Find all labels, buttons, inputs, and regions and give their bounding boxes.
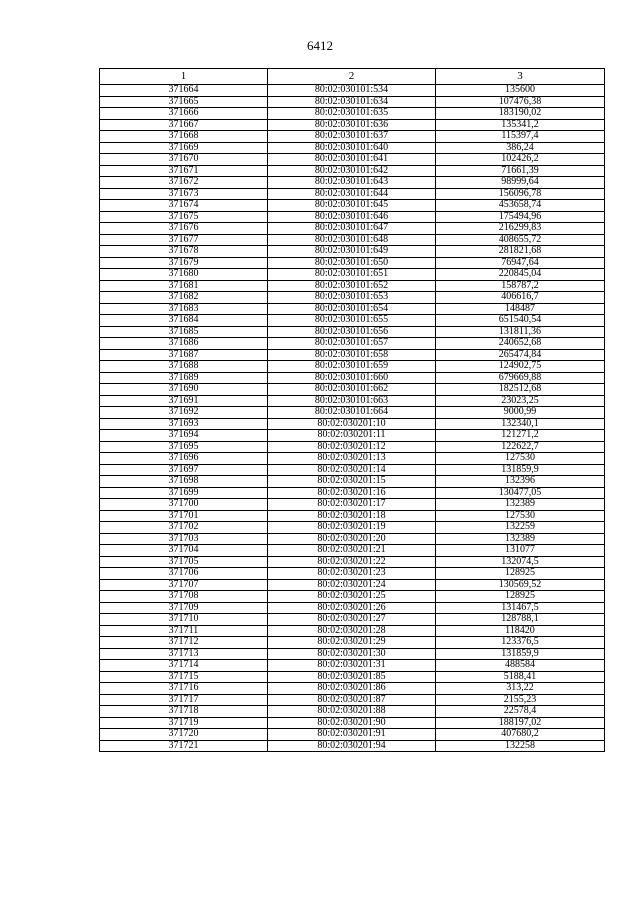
value-cell: 124902,75	[436, 361, 605, 373]
row-number-cell: 371695	[100, 441, 268, 453]
value-cell: 118420	[436, 625, 605, 637]
cadastral-number-cell: 80:02:030101:648	[268, 234, 436, 246]
table-row	[100, 361, 605, 373]
table-row	[100, 614, 605, 626]
value-cell: 386,24	[436, 142, 605, 154]
value-cell: 148487	[436, 303, 605, 315]
row-number-cell: 371690	[100, 384, 268, 396]
value-cell: 131859,9	[436, 464, 605, 476]
cadastral-number-cell: 80:02:030201:31	[268, 660, 436, 672]
row-number-cell: 371680	[100, 269, 268, 281]
cadastral-number-cell: 80:02:030101:646	[268, 211, 436, 223]
table-row	[100, 729, 605, 741]
row-number-cell: 371718	[100, 706, 268, 718]
row-number-cell: 371702	[100, 522, 268, 534]
cadastral-number-cell: 80:02:030101:649	[268, 246, 436, 258]
value-cell: 127530	[436, 453, 605, 465]
cadastral-number-cell: 80:02:030101:637	[268, 131, 436, 143]
table-body	[100, 85, 605, 752]
row-number-cell: 371667	[100, 119, 268, 131]
value-cell: 488584	[436, 660, 605, 672]
table-row	[100, 568, 605, 580]
row-number-cell: 371669	[100, 142, 268, 154]
cadastral-number-cell: 80:02:030101:653	[268, 292, 436, 304]
cadastral-number-cell: 80:02:030201:20	[268, 533, 436, 545]
row-number-cell: 371697	[100, 464, 268, 476]
cadastral-number-cell: 80:02:030101:640	[268, 142, 436, 154]
table-row	[100, 395, 605, 407]
table-row	[100, 349, 605, 361]
row-number-cell: 371683	[100, 303, 268, 315]
row-number-cell: 371712	[100, 637, 268, 649]
table-row	[100, 430, 605, 442]
cadastral-number-cell: 80:02:030201:88	[268, 706, 436, 718]
cadastral-number-cell: 80:02:030201:25	[268, 591, 436, 603]
value-cell: 175494,96	[436, 211, 605, 223]
value-cell: 132389	[436, 499, 605, 511]
cadastral-number-cell: 80:02:030201:10	[268, 418, 436, 430]
row-number-cell: 371678	[100, 246, 268, 258]
value-cell: 128788,1	[436, 614, 605, 626]
table-row	[100, 591, 605, 603]
value-cell: 22578,4	[436, 706, 605, 718]
data-table	[99, 68, 605, 752]
value-cell: 23023,25	[436, 395, 605, 407]
value-cell: 107476,38	[436, 96, 605, 108]
table-row	[100, 165, 605, 177]
table-row	[100, 706, 605, 718]
table-row	[100, 487, 605, 499]
table-row	[100, 464, 605, 476]
cadastral-number-cell: 80:02:030201:15	[268, 476, 436, 488]
table-row	[100, 545, 605, 557]
cadastral-number-cell: 80:02:030101:643	[268, 177, 436, 189]
row-number-cell: 371700	[100, 499, 268, 511]
table-row	[100, 154, 605, 166]
value-cell: 121271,2	[436, 430, 605, 442]
table-row	[100, 119, 605, 131]
table-row	[100, 556, 605, 568]
cadastral-number-cell: 80:02:030201:27	[268, 614, 436, 626]
table-row	[100, 384, 605, 396]
row-number-cell: 371714	[100, 660, 268, 672]
row-number-cell: 371673	[100, 188, 268, 200]
value-cell: 406616,7	[436, 292, 605, 304]
cadastral-number-cell: 80:02:030201:19	[268, 522, 436, 534]
value-cell: 453658,74	[436, 200, 605, 212]
row-number-cell: 371705	[100, 556, 268, 568]
value-cell: 158787,2	[436, 280, 605, 292]
cadastral-number-cell: 80:02:030101:645	[268, 200, 436, 212]
value-cell: 135600	[436, 85, 605, 97]
table-row	[100, 476, 605, 488]
value-cell: 122622,7	[436, 441, 605, 453]
cadastral-number-cell: 80:02:030101:659	[268, 361, 436, 373]
value-cell: 220845,04	[436, 269, 605, 281]
value-cell: 130569,52	[436, 579, 605, 591]
value-cell: 132259	[436, 522, 605, 534]
cadastral-number-cell: 80:02:030101:654	[268, 303, 436, 315]
table-row	[100, 740, 605, 752]
cadastral-number-cell: 80:02:030201:11	[268, 430, 436, 442]
row-number-cell: 371679	[100, 257, 268, 269]
value-cell: 76947,64	[436, 257, 605, 269]
cadastral-number-cell: 80:02:030201:85	[268, 671, 436, 683]
row-number-cell: 371711	[100, 625, 268, 637]
row-number-cell: 371715	[100, 671, 268, 683]
table-row	[100, 533, 605, 545]
column-header-2: 2	[268, 69, 436, 85]
value-cell: 182512,68	[436, 384, 605, 396]
row-number-cell: 371688	[100, 361, 268, 373]
row-number-cell: 371707	[100, 579, 268, 591]
table-row	[100, 211, 605, 223]
row-number-cell: 371666	[100, 108, 268, 120]
value-cell: 2155,23	[436, 694, 605, 706]
table-row	[100, 326, 605, 338]
value-cell: 132074,5	[436, 556, 605, 568]
value-cell: 9000,99	[436, 407, 605, 419]
row-number-cell: 371675	[100, 211, 268, 223]
table-row	[100, 223, 605, 235]
value-cell: 132396	[436, 476, 605, 488]
row-number-cell: 371677	[100, 234, 268, 246]
row-number-cell: 371699	[100, 487, 268, 499]
row-number-cell: 371693	[100, 418, 268, 430]
table-row	[100, 142, 605, 154]
cadastral-number-cell: 80:02:030201:24	[268, 579, 436, 591]
column-header-3: 3	[436, 69, 605, 85]
table-row	[100, 660, 605, 672]
row-number-cell: 371720	[100, 729, 268, 741]
header-row	[100, 69, 605, 85]
cadastral-number-cell: 80:02:030201:91	[268, 729, 436, 741]
table-row	[100, 280, 605, 292]
value-cell: 131811,36	[436, 326, 605, 338]
table-row	[100, 625, 605, 637]
row-number-cell: 371721	[100, 740, 268, 752]
value-cell: 131859,9	[436, 648, 605, 660]
row-number-cell: 371676	[100, 223, 268, 235]
value-cell: 679669,88	[436, 372, 605, 384]
cadastral-number-cell: 80:02:030201:29	[268, 637, 436, 649]
cadastral-number-cell: 80:02:030201:17	[268, 499, 436, 511]
row-number-cell: 371704	[100, 545, 268, 557]
row-number-cell: 371708	[100, 591, 268, 603]
table-row	[100, 177, 605, 189]
cadastral-number-cell: 80:02:030201:14	[268, 464, 436, 476]
cadastral-number-cell: 80:02:030101:652	[268, 280, 436, 292]
row-number-cell: 371701	[100, 510, 268, 522]
table-row	[100, 510, 605, 522]
cadastral-number-cell: 80:02:030101:534	[268, 85, 436, 97]
table-row	[100, 418, 605, 430]
table-row	[100, 407, 605, 419]
row-number-cell: 371674	[100, 200, 268, 212]
value-cell: 115397,4	[436, 131, 605, 143]
value-cell: 132389	[436, 533, 605, 545]
value-cell: 408655,72	[436, 234, 605, 246]
table-header	[100, 69, 605, 85]
cadastral-number-cell: 80:02:030101:636	[268, 119, 436, 131]
row-number-cell: 371694	[100, 430, 268, 442]
table-row	[100, 522, 605, 534]
value-cell: 128925	[436, 591, 605, 603]
value-cell: 123376,5	[436, 637, 605, 649]
value-cell: 281821,68	[436, 246, 605, 258]
row-number-cell: 371706	[100, 568, 268, 580]
row-number-cell: 371709	[100, 602, 268, 614]
value-cell: 135341,2	[436, 119, 605, 131]
table-row	[100, 602, 605, 614]
cadastral-number-cell: 80:02:030201:87	[268, 694, 436, 706]
cadastral-number-cell: 80:02:030201:90	[268, 717, 436, 729]
cadastral-number-cell: 80:02:030201:26	[268, 602, 436, 614]
row-number-cell: 371703	[100, 533, 268, 545]
table-row	[100, 96, 605, 108]
table-row	[100, 85, 605, 97]
cadastral-number-cell: 80:02:030201:13	[268, 453, 436, 465]
value-cell: 5188,41	[436, 671, 605, 683]
row-number-cell: 371685	[100, 326, 268, 338]
row-number-cell: 371684	[100, 315, 268, 327]
cadastral-number-cell: 80:02:030101:644	[268, 188, 436, 200]
row-number-cell: 371672	[100, 177, 268, 189]
table-row	[100, 246, 605, 258]
table-row	[100, 188, 605, 200]
value-cell: 132340,1	[436, 418, 605, 430]
cadastral-number-cell: 80:02:030201:12	[268, 441, 436, 453]
value-cell: 131077	[436, 545, 605, 557]
table-row	[100, 683, 605, 695]
table-row	[100, 338, 605, 350]
page-number: 6412	[307, 38, 333, 53]
cadastral-number-cell: 80:02:030201:23	[268, 568, 436, 580]
row-number-cell: 371686	[100, 338, 268, 350]
value-cell: 102426,2	[436, 154, 605, 166]
cadastral-number-cell: 80:02:030101:650	[268, 257, 436, 269]
cadastral-number-cell: 80:02:030201:16	[268, 487, 436, 499]
table-row	[100, 269, 605, 281]
cadastral-number-cell: 80:02:030101:651	[268, 269, 436, 281]
cadastral-number-cell: 80:02:030101:658	[268, 349, 436, 361]
row-number-cell: 371668	[100, 131, 268, 143]
table-row	[100, 234, 605, 246]
value-cell: 216299,83	[436, 223, 605, 235]
cadastral-number-cell: 80:02:030101:647	[268, 223, 436, 235]
value-cell: 98999,64	[436, 177, 605, 189]
table-row	[100, 257, 605, 269]
row-number-cell: 371710	[100, 614, 268, 626]
value-cell: 128925	[436, 568, 605, 580]
cadastral-number-cell: 80:02:030101:663	[268, 395, 436, 407]
cadastral-number-cell: 80:02:030201:86	[268, 683, 436, 695]
row-number-cell: 371691	[100, 395, 268, 407]
table-row	[100, 372, 605, 384]
row-number-cell: 371696	[100, 453, 268, 465]
cadastral-number-cell: 80:02:030201:22	[268, 556, 436, 568]
row-number-cell: 371670	[100, 154, 268, 166]
value-cell: 313,22	[436, 683, 605, 695]
row-number-cell: 371698	[100, 476, 268, 488]
value-cell: 265474,84	[436, 349, 605, 361]
table-row	[100, 131, 605, 143]
table-row	[100, 717, 605, 729]
row-number-cell: 371664	[100, 85, 268, 97]
value-cell: 156096,78	[436, 188, 605, 200]
table-row	[100, 694, 605, 706]
value-cell: 131467,5	[436, 602, 605, 614]
row-number-cell: 371682	[100, 292, 268, 304]
row-number-cell: 371713	[100, 648, 268, 660]
table-row	[100, 648, 605, 660]
table-row	[100, 453, 605, 465]
row-number-cell: 371687	[100, 349, 268, 361]
table-row	[100, 200, 605, 212]
cadastral-number-cell: 80:02:030101:657	[268, 338, 436, 350]
table-row	[100, 637, 605, 649]
cadastral-number-cell: 80:02:030101:634	[268, 96, 436, 108]
table-row	[100, 499, 605, 511]
cadastral-number-cell: 80:02:030201:30	[268, 648, 436, 660]
cadastral-number-cell: 80:02:030101:642	[268, 165, 436, 177]
table-row	[100, 315, 605, 327]
table-row	[100, 292, 605, 304]
row-number-cell: 371719	[100, 717, 268, 729]
table-row	[100, 108, 605, 120]
row-number-cell: 371665	[100, 96, 268, 108]
cadastral-number-cell: 80:02:030101:664	[268, 407, 436, 419]
row-number-cell: 371689	[100, 372, 268, 384]
cadastral-number-cell: 80:02:030101:655	[268, 315, 436, 327]
cadastral-number-cell: 80:02:030201:28	[268, 625, 436, 637]
value-cell: 240652,68	[436, 338, 605, 350]
cadastral-number-cell: 80:02:030101:635	[268, 108, 436, 120]
row-number-cell: 371671	[100, 165, 268, 177]
row-number-cell: 371681	[100, 280, 268, 292]
value-cell: 651540,54	[436, 315, 605, 327]
table-row	[100, 441, 605, 453]
value-cell: 71661,39	[436, 165, 605, 177]
row-number-cell: 371692	[100, 407, 268, 419]
row-number-cell: 371716	[100, 683, 268, 695]
value-cell: 188197,02	[436, 717, 605, 729]
column-header-1: 1	[100, 69, 268, 85]
table-row	[100, 303, 605, 315]
cadastral-number-cell: 80:02:030101:656	[268, 326, 436, 338]
cadastral-number-cell: 80:02:030201:94	[268, 740, 436, 752]
table-row	[100, 579, 605, 591]
table-row	[100, 671, 605, 683]
cadastral-number-cell: 80:02:030101:641	[268, 154, 436, 166]
value-cell: 127530	[436, 510, 605, 522]
cadastral-number-cell: 80:02:030101:662	[268, 384, 436, 396]
value-cell: 132258	[436, 740, 605, 752]
value-cell: 130477,05	[436, 487, 605, 499]
row-number-cell: 371717	[100, 694, 268, 706]
value-cell: 407680,2	[436, 729, 605, 741]
value-cell: 183190,02	[436, 108, 605, 120]
cadastral-number-cell: 80:02:030101:660	[268, 372, 436, 384]
cadastral-number-cell: 80:02:030201:18	[268, 510, 436, 522]
cadastral-number-cell: 80:02:030201:21	[268, 545, 436, 557]
